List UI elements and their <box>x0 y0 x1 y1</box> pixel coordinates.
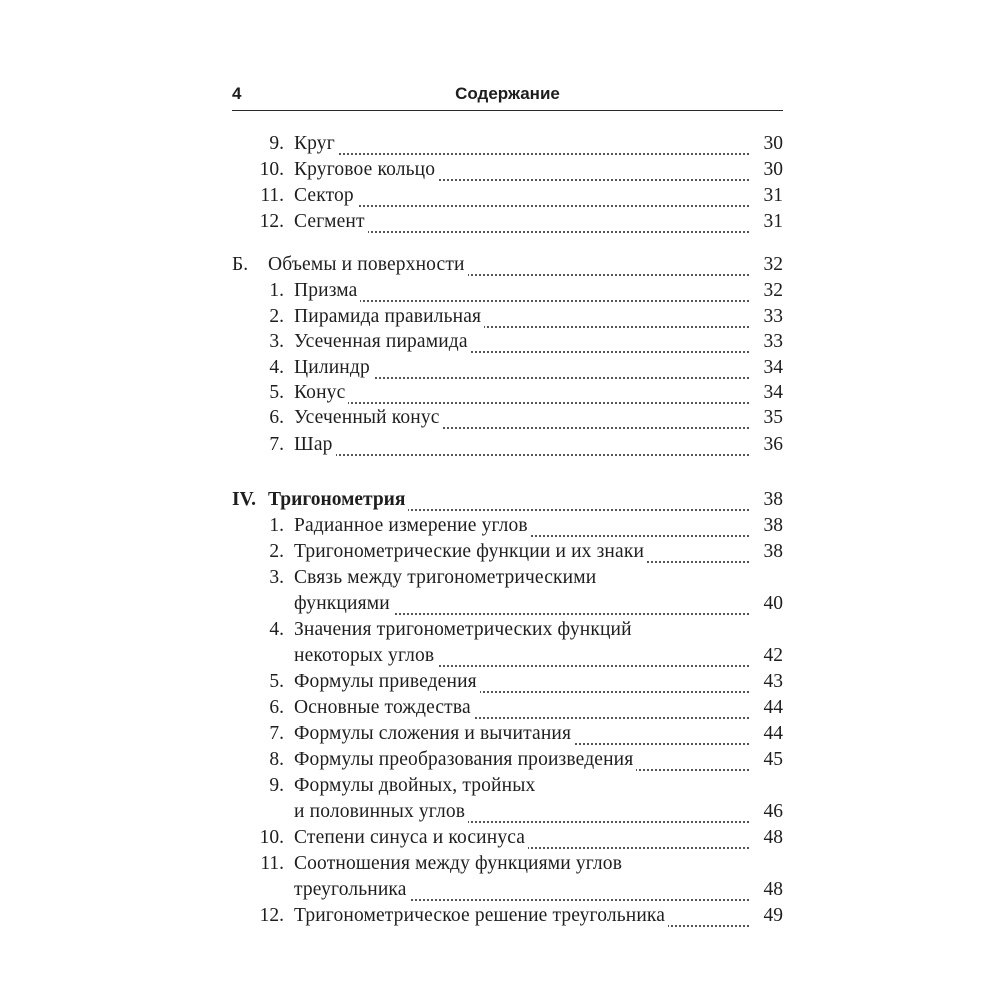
toc-entry-page: 40 <box>763 593 783 614</box>
toc-entry-number: IV. <box>232 489 257 510</box>
toc-entry-page: 38 <box>763 541 783 562</box>
toc-entry-page: 48 <box>763 827 783 848</box>
toc-entry-page: 33 <box>763 331 783 352</box>
toc-entry-number: 12. <box>259 211 284 232</box>
toc-entry-page: 30 <box>763 159 783 180</box>
toc-entry-title: Конус <box>294 380 348 406</box>
toc-entry-title: Сектор <box>294 183 357 209</box>
dot-leader <box>294 297 749 302</box>
toc-entry <box>232 513 783 539</box>
toc-entry-page: 49 <box>763 905 783 926</box>
toc-entry-title: Формулы двойных, тройных <box>294 773 538 799</box>
toc-entry-title: Круговое кольцо <box>294 157 438 183</box>
toc-entry-number: 3. <box>269 331 284 352</box>
toc-entry <box>232 304 783 330</box>
toc-entry-title: треугольника <box>294 877 410 903</box>
toc-entry <box>232 695 783 721</box>
toc-entry-page: 32 <box>763 280 783 301</box>
toc-entry-page: 34 <box>763 357 783 378</box>
toc-entry-number: Б. <box>232 254 249 275</box>
toc-entry <box>232 877 783 903</box>
running-title: Содержание <box>455 84 560 103</box>
toc-entry <box>232 773 783 799</box>
toc-entry-number: 1. <box>269 515 284 536</box>
toc-entry <box>232 539 783 565</box>
toc-entry <box>232 380 783 406</box>
toc-entry-page: 31 <box>763 185 783 206</box>
toc-entry-title: Степени синуса и косинуса <box>294 825 528 851</box>
toc-entry <box>232 405 783 431</box>
toc-entry-title: Формулы сложения и вычитания <box>294 721 574 747</box>
toc-entry <box>232 432 783 458</box>
toc-entry-page: 46 <box>763 801 783 822</box>
toc-entry-title: Тригонометрические функции и их знаки <box>294 539 647 565</box>
toc-entry <box>232 278 783 304</box>
toc-entry-number: 11. <box>260 853 284 874</box>
toc-entry-number: 7. <box>269 723 284 744</box>
dot-leader <box>294 202 749 207</box>
toc-entry-title: Цилиндр <box>294 355 373 381</box>
toc-entry-title: Усеченная пирамида <box>294 329 471 355</box>
toc-entry <box>232 131 783 157</box>
toc-entry <box>232 617 783 643</box>
toc-entry-title: и половинных углов <box>294 799 468 825</box>
toc-entry <box>232 565 783 591</box>
dot-leader <box>294 150 749 155</box>
toc-entry-title: Призма <box>294 278 360 304</box>
toc-entry-number: 3. <box>269 567 284 588</box>
toc-entry <box>232 669 783 695</box>
toc-entry-page: 44 <box>763 697 783 718</box>
toc-entry <box>232 747 783 773</box>
toc-entry-title: Сегмент <box>294 209 368 235</box>
toc-entry-page: 44 <box>763 723 783 744</box>
toc-entry-number: 7. <box>269 434 284 455</box>
toc-entry-title: Тригонометрическое решение треугольника <box>294 903 668 929</box>
toc-entry-number: 6. <box>269 697 284 718</box>
toc-entry-page: 34 <box>763 382 783 403</box>
toc-entry-title: некоторых углов <box>294 643 437 669</box>
toc-entry-title: Основные тождества <box>294 695 474 721</box>
toc-entry-number: 10. <box>259 159 284 180</box>
toc-entry-title: Соотношения между функциями углов <box>294 851 625 877</box>
page-header <box>232 80 783 111</box>
toc-entry-title: Пирамида правильная <box>294 304 484 330</box>
toc-entry <box>232 252 783 278</box>
toc-entry-title: Связь между тригонометрическими <box>294 565 599 591</box>
page-number: 4 <box>232 84 242 103</box>
toc-entry-number: 2. <box>269 541 284 562</box>
toc-entry <box>232 329 783 355</box>
toc-entry-number: 4. <box>269 357 284 378</box>
toc-entry-number: 8. <box>269 749 284 770</box>
toc-entry <box>232 157 783 183</box>
toc-entry <box>232 355 783 381</box>
toc-entry-title: Шар <box>294 432 336 458</box>
toc-entry-page: 43 <box>763 671 783 692</box>
toc-entry-number: 4. <box>269 619 284 640</box>
dot-leader <box>294 451 749 456</box>
toc-entry-number: 9. <box>269 133 284 154</box>
toc-entry <box>232 825 783 851</box>
toc-entry <box>232 721 783 747</box>
toc-entry-title: функциями <box>294 591 393 617</box>
dot-leader <box>294 399 749 404</box>
toc-entry <box>232 851 783 877</box>
toc-entry-number: 6. <box>269 407 284 428</box>
toc-entry-number: 5. <box>269 382 284 403</box>
toc-entry-page: 32 <box>763 254 783 275</box>
toc-entry-page: 33 <box>763 306 783 327</box>
toc-entry <box>232 209 783 235</box>
toc-entry-page: 31 <box>763 211 783 232</box>
toc-entry-page: 48 <box>763 879 783 900</box>
toc-entry-number: 1. <box>269 280 284 301</box>
toc-entry-title: Усеченный конус <box>294 405 443 431</box>
toc-entry-title: Объемы и поверхности <box>268 252 468 278</box>
toc-entry-page: 38 <box>763 515 783 536</box>
toc-entry-title: Значения тригонометрических функций <box>294 617 635 643</box>
toc-entry-page: 35 <box>763 407 783 428</box>
toc-entry <box>232 903 783 929</box>
toc-entry-title: Круг <box>294 131 338 157</box>
toc-entry-number: 9. <box>269 775 284 796</box>
toc-entry-title: Формулы приведения <box>294 669 480 695</box>
toc-entry-title: Формулы преобразования произведения <box>294 747 636 773</box>
toc-entry-number: 10. <box>259 827 284 848</box>
toc-entry-number: 2. <box>269 306 284 327</box>
toc-entry-page: 30 <box>763 133 783 154</box>
toc-entry-number: 12. <box>259 905 284 926</box>
toc-entry-title: Радианное измерение углов <box>294 513 531 539</box>
toc-entry <box>232 591 783 617</box>
toc-entry <box>232 799 783 825</box>
toc-entry-page: 42 <box>763 645 783 666</box>
toc-entry-number: 11. <box>260 185 284 206</box>
toc-entry-number: 5. <box>269 671 284 692</box>
toc-entry <box>232 487 783 513</box>
toc-entry <box>232 183 783 209</box>
toc-entry <box>232 643 783 669</box>
toc-entry-page: 45 <box>763 749 783 770</box>
toc-entry-title: Тригонометрия <box>268 487 408 513</box>
toc-entry-page: 38 <box>763 489 783 510</box>
toc-entry-page: 36 <box>763 434 783 455</box>
